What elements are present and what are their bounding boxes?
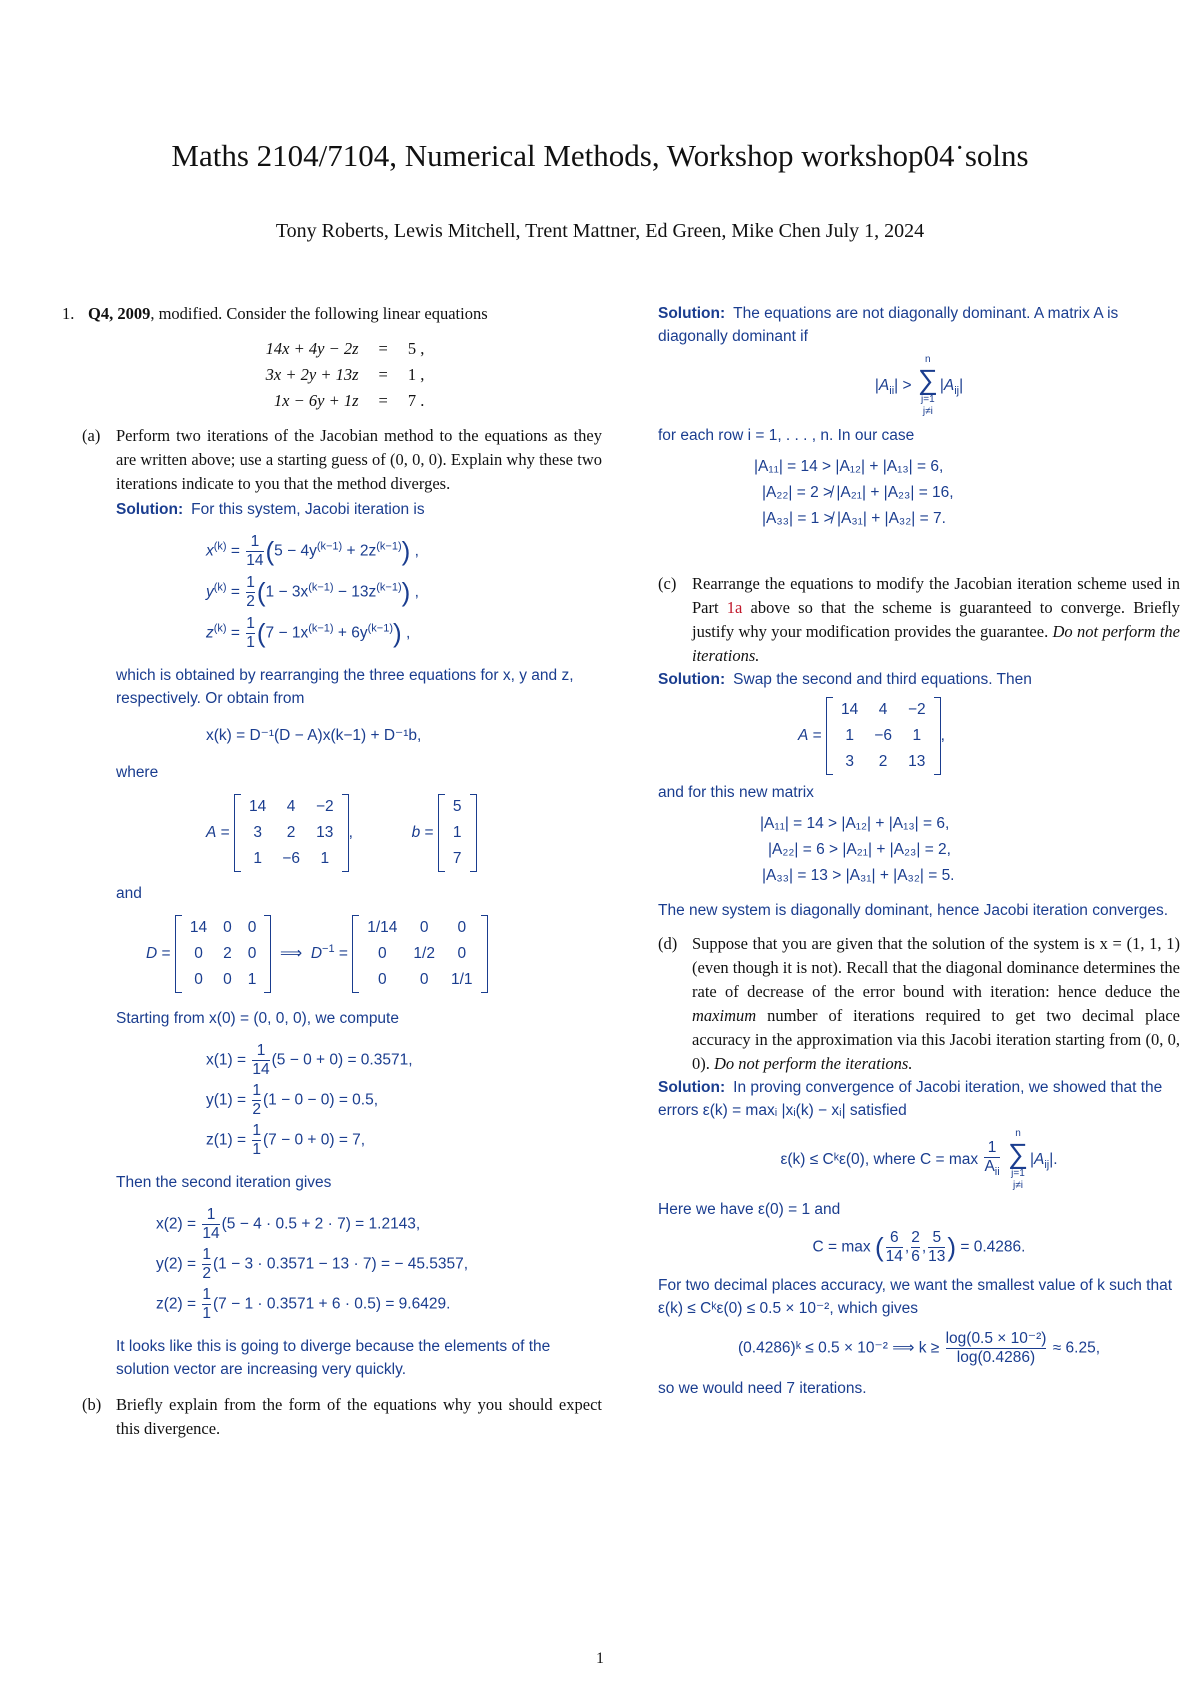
part-b-solution <box>658 302 1180 530</box>
matrix-cell: 14 <box>249 798 267 815</box>
jacobi-lhs: z <box>206 624 214 642</box>
jacobi-end: , <box>410 542 419 560</box>
part-c <box>658 572 1180 668</box>
iteration-body: (1 − 3 · 0.3571 − 13 · 7) = − 45.5357, <box>213 1255 469 1273</box>
matrix-A-swapped: A = 14 4 −2 1 −6 1 3 2 13 , <box>798 697 1180 775</box>
matrix-cell: 13 <box>316 824 334 841</box>
dominance-row: |A₃₃| = 1 ≯ |A₃₁| + |A₃₂| = 7. <box>762 510 946 527</box>
matrix-cell: 0 <box>247 919 257 936</box>
frac-den: 13 <box>928 1248 946 1265</box>
iteration-coef: 1 <box>252 1141 261 1158</box>
iteration-coef: 1 <box>202 1305 211 1322</box>
question-reference: Q4, 2009 <box>88 304 151 323</box>
matrix-cell: 1/2 <box>413 945 435 962</box>
part-d-emphasis: maximum <box>692 1006 757 1025</box>
matrix-row <box>241 846 342 872</box>
question-intro: , modified. Consider the following linear equations <box>150 304 488 323</box>
equation-lhs: 1x − 6y + 1z <box>273 391 359 410</box>
solution-label: Solution: <box>658 305 726 322</box>
left-column <box>62 302 602 1441</box>
dominance-check-rows <box>754 455 1180 530</box>
iteration-lhs: y(1) = <box>206 1091 247 1109</box>
inequality-lhs: (0.4286)ᵏ ≤ 0.5 × 10⁻² ⟹ k ≥ <box>737 1339 940 1357</box>
matrix-A-new <box>826 697 941 775</box>
matrix-cell: 0 <box>194 945 203 962</box>
part-reference-link[interactable]: 1a <box>726 598 743 617</box>
document-authors: Tony Roberts, Lewis Mitchell, Trent Mattner, Ed Green, Mike Chen July 1, 2024 <box>275 220 925 242</box>
rearrange-text: which is obtained by rearranging the three equations for x, y and z, respectively. Or obtain from <box>116 667 574 707</box>
solution-label: Solution: <box>658 671 726 688</box>
part-c-solution <box>658 668 1180 922</box>
jacobi-lhs: x <box>206 542 214 560</box>
matrix-D: D = 14 0 0 0 2 0 0 0 1 ⟹ $D^{-1}$ = 1/14 0 0 0 1/2 0 0 0 1/1 <box>146 915 602 993</box>
part-label: (a) <box>82 426 101 445</box>
matrix-cell: −6 <box>874 727 892 744</box>
equation-rhs: 5 , <box>407 339 425 358</box>
solution-label: Solution: <box>658 1079 726 1096</box>
part-label: (b) <box>82 1395 102 1414</box>
matrix-A <box>234 794 349 872</box>
jacobi-row: $x^{(k)}$ = $\frac{1}{14}$ $(5 - 4y^{(k-1)} + 2z^{(k-1)})$ , <box>206 533 419 569</box>
matrix-cell: −2 <box>907 701 926 718</box>
matrix-row <box>359 967 480 993</box>
iteration-coef: 2 <box>202 1265 211 1282</box>
matrix-cell: −2 <box>315 798 334 815</box>
error-bound-equation: ε(k) ≤ Cᵏε(0), where C = max $\frac{1}{A_{ii}}$ n ∑ j=1 j≠i $|A_{ij}|$. <box>780 1128 1058 1191</box>
equation-equals: = <box>378 391 388 410</box>
part-d <box>658 932 1180 1076</box>
solution-text: In proving convergence of Jacobi iteration, we showed that the errors ε(k) = maxᵢ |xᵢ(k) − xᵢ| satisfied <box>658 1079 1163 1119</box>
diagonal-dominance-condition: $|A_{ii}|$ > n ∑ j=1 j≠i $|A_{ij}|$ <box>874 354 964 417</box>
jacobi-body: 7 − 1x <box>265 624 309 642</box>
iteration-lhs: z(2) = <box>156 1295 197 1313</box>
equation-lhs: 3x + 2y + 13z <box>265 365 359 384</box>
jacobi-mid: − 13z <box>333 583 377 601</box>
question-1 <box>62 302 602 414</box>
part-c-note: Do not perform the iterations. <box>692 622 1181 665</box>
matrix-cell: 1 <box>912 727 922 744</box>
dominance-row: |A₂₂| = 2 ≯ |A₂₁| + |A₂₃| = 16, <box>762 484 954 501</box>
matrix-row <box>182 967 265 993</box>
here-text: Here we have ε(0) = 1 and <box>658 1201 841 1218</box>
iteration-row: z(1) = $\frac{1}{1}$ (7 − 0 + 0) = 7, <box>206 1122 366 1158</box>
iteration-lhs: x(1) = <box>206 1051 247 1069</box>
part-d-text-post: number of iterations required to get two decimal place accuracy in the approximation via this Jacobi iteration starting from (0, 0, 0). <box>692 1006 1180 1073</box>
iteration-coef: 14 <box>202 1225 220 1242</box>
jacobi-end: , <box>410 583 419 601</box>
jacobi-iteration <box>206 533 602 652</box>
iteration-lhs: z(1) = <box>206 1131 247 1149</box>
matrix-row <box>241 794 342 820</box>
frac-den: 14 <box>885 1248 903 1265</box>
page-number: 1 <box>596 1650 604 1667</box>
dominance-check-rows-new <box>760 812 1180 887</box>
matrix-row <box>445 846 470 872</box>
matrix-cell: 1 <box>253 850 262 867</box>
matrix-cell: 7 <box>452 850 462 867</box>
vector-b <box>438 794 477 872</box>
dominance-row: |A₃₃| = 13 > |A₃₁| + |A₃₂| = 5. <box>762 867 955 884</box>
part-d-note: Do not perform the iterations. <box>714 1054 913 1073</box>
solution-text: The equations are not diagonally dominant. A matrix A is diagonally dominant if <box>658 305 1119 345</box>
matrix-row <box>833 697 934 723</box>
matrix-cell: 0 <box>223 971 232 988</box>
part-a <box>62 424 602 496</box>
second-iteration-text: Then the second iteration gives <box>116 1174 332 1191</box>
first-iteration <box>206 1042 602 1159</box>
new-matrix-text: and for this new matrix <box>658 784 814 801</box>
matrix-row <box>182 941 265 967</box>
iteration-coef: 14 <box>252 1061 270 1078</box>
matrix-cell: 4 <box>286 798 296 815</box>
part-a-solution <box>116 498 602 1381</box>
frac-num: 5 <box>932 1229 942 1246</box>
frac-den: 6 <box>911 1248 920 1265</box>
iteration-row: x(1) = $\frac{1}{14}$ (5 − 0 + 0) = 0.3571, <box>206 1042 413 1078</box>
part-b <box>62 1393 602 1441</box>
jacobi-row: $z^{(k)}$ = $\frac{1}{1}$ $(7 - 1x^{(k-1)} + 6y^{(k-1)})$ , <box>206 615 411 651</box>
inequality-value: ≈ 6.25, <box>1052 1339 1101 1357</box>
dominance-row: |A₁₁| = 14 > |A₁₂| + |A₁₃| = 6, <box>754 458 944 475</box>
part-label: (c) <box>658 574 677 593</box>
iteration-row: y(1) = $\frac{1}{2}$ (1 − 0 − 0) = 0.5, <box>206 1082 379 1118</box>
jacobi-body: 5 − 4y <box>274 542 317 560</box>
conclusion-text: The new system is diagonally dominant, hence Jacobi iteration converges. <box>658 902 1169 919</box>
iteration-row: x(2) = $\frac{1}{14}$ (5 − 4 · 0.5 + 2 · 7) = 1.2143, <box>156 1206 421 1242</box>
iteration-lhs: x(2) = <box>156 1215 197 1233</box>
iteration-row: y(2) = $\frac{1}{2}$ (1 − 3 · 0.3571 − 13 · 7) = − 45.5357, <box>156 1246 469 1282</box>
right-column <box>658 302 1180 1400</box>
jacobi-coef: 1 <box>246 634 255 651</box>
start-text: Starting from x(0) = (0, 0, 0), we compute <box>116 1010 399 1027</box>
matrix-D-inverse <box>352 915 487 993</box>
and-text: and <box>116 885 142 902</box>
matrix-cell: 3 <box>253 824 262 841</box>
iteration-coef: 2 <box>252 1101 261 1118</box>
dominance-row: |A₁₁| = 14 > |A₁₂| + |A₁₃| = 6, <box>760 815 950 832</box>
second-iteration <box>156 1206 602 1323</box>
iteration-row: z(2) = $\frac{1}{1}$ (7 − 1 · 0.3571 + 6 · 0.5) = 9.6429. <box>156 1286 451 1322</box>
matrix-row <box>359 915 480 941</box>
matrix-cell: 1/1 <box>450 971 473 988</box>
linear-equations <box>260 336 431 414</box>
part-c-text-post: above so that the scheme is guaranteed to converge. Briefly justify why your modification provides the guarantee. <box>692 598 1180 641</box>
equation-equals: = <box>378 365 388 384</box>
matrix-cell: 14 <box>841 701 859 718</box>
equation-equals: = <box>378 339 388 358</box>
matrix-row <box>241 820 342 846</box>
matrix-row <box>445 794 470 820</box>
iteration-lhs: y(2) = <box>156 1255 197 1273</box>
inequality-numerator: log(0.5 × 10⁻²) <box>945 1330 1047 1347</box>
matrix-cell: 3 <box>845 753 854 770</box>
matrix-cell: 2 <box>878 753 888 770</box>
matrix-cell: 1 <box>320 850 330 867</box>
frac-num: 2 <box>911 1229 920 1246</box>
matrix-row <box>833 749 934 775</box>
matrix-cell: 0 <box>419 971 429 988</box>
equation-row <box>260 336 431 362</box>
jacobi-coef: 2 <box>246 593 255 610</box>
matrix-row <box>445 820 470 846</box>
document-title: Maths 2104/7104, Numerical Methods, Workshop workshop04˙solns <box>171 138 1029 173</box>
iteration-inequality <box>658 1330 1180 1367</box>
matrix-cell: 0 <box>378 971 387 988</box>
matrix-cell: 0 <box>194 971 203 988</box>
part-d-solution <box>658 1076 1180 1400</box>
matrix-cell: 1 <box>452 824 462 841</box>
condition-text: for each row i = 1, . . . , n. In our case <box>658 427 915 444</box>
matrix-cell: 0 <box>419 919 429 936</box>
question-number: 1. <box>62 304 75 323</box>
error-bound-lhs: ε(k) ≤ Cᵏε(0), where C = max <box>780 1151 979 1169</box>
matrix-cell: 14 <box>189 919 208 936</box>
matrix-cell: 2 <box>223 945 232 962</box>
solution-text: Swap the second and third equations. Then <box>733 671 1032 688</box>
matrix-row <box>359 941 480 967</box>
matrix-cell: 1/14 <box>367 919 398 936</box>
matrix-D-values <box>175 915 272 993</box>
part-d-text-pre: Suppose that you are given that the solution of the system is x = (1, 1, 1) (even though it is not). Recall that the diagonal dominance determines the rate of decrease of the error bound with iteration: hence deduce the <box>692 934 1180 1001</box>
C-lhs: C = max <box>812 1238 871 1256</box>
matrix-cell: −6 <box>282 850 300 867</box>
jacobi-row: $y^{(k)}$ = $\frac{1}{2}$ $(1 - 3x^{(k-1)} - 13z^{(k-1)})$ , <box>206 574 419 610</box>
matrix-cell: 1 <box>845 727 854 744</box>
matrix-cell: 13 <box>908 753 926 770</box>
matrix-cell: 4 <box>878 701 888 718</box>
equation-row <box>260 388 431 414</box>
matrix-cell: 5 <box>452 798 462 815</box>
jacobi-mid: + 2z <box>342 542 377 560</box>
matrix-form-equation: x(k) = D⁻¹(D − A)x(k−1) + D⁻¹b, <box>206 727 422 744</box>
matrix-cell: 1 <box>247 971 257 988</box>
equation-lhs: 14x + 4y − 2z <box>265 339 359 358</box>
part-label: (d) <box>658 934 678 953</box>
matrix-cell: 0 <box>247 945 257 962</box>
matrix-A-b: A = 14 4 −2 3 2 13 1 −6 1 , b = 5 1 7 <box>206 794 602 872</box>
matrix-row <box>182 915 265 941</box>
jacobi-lhs: y <box>206 583 214 601</box>
matrix-cell: 2 <box>286 824 296 841</box>
C-value: = 0.4286. <box>960 1238 1026 1256</box>
matrix-row <box>833 723 934 749</box>
equation-rhs: 1 , <box>407 365 425 384</box>
inequality-denominator: log(0.4286) <box>946 1348 1047 1367</box>
jacobi-coef: 14 <box>246 552 264 569</box>
iteration-body: (5 − 0 + 0) = 0.3571, <box>271 1051 413 1069</box>
solution-intro: For this system, Jacobi iteration is <box>191 501 425 518</box>
where-text: where <box>116 764 159 781</box>
matrix-cell: 0 <box>457 919 467 936</box>
jacobi-mid: + 6y <box>333 624 368 642</box>
dominance-row: |A₂₂| = 6 > |A₂₁| + |A₂₃| = 2, <box>768 841 951 858</box>
matrix-cell: 0 <box>223 919 232 936</box>
matrix-cell: 0 <box>457 945 467 962</box>
solution-label: Solution: <box>116 501 184 518</box>
part-a-text: Perform two iterations of the Jacobian method to the equations as they are written above; use a starting guess of (0, 0, 0). Explain why these two iterations indicate to you that the method diverges. <box>116 426 602 493</box>
C-equation: C = max ( $\frac{6}{14}$ , $\frac{2}{6}$ , $\frac{5}{13}$ ) = 0.4286. <box>812 1229 1026 1265</box>
part-b-text: Briefly explain from the form of the equations why you should expect this divergence. <box>116 1395 602 1438</box>
iteration-body: (5 − 4 · 0.5 + 2 · 7) = 1.2143, <box>221 1215 421 1233</box>
equation-row <box>260 362 431 388</box>
part-d-text <box>692 932 1180 1076</box>
iteration-body: (7 − 0 + 0) = 7, <box>263 1131 366 1149</box>
part-c-text-pre: Rearrange the equations to modify the Jacobian iteration scheme used in Part <box>692 574 1180 617</box>
diverge-text: It looks like this is going to diverge because the elements of the solution vector are increasing very quickly. <box>116 1338 551 1378</box>
final-answer: so we would need 7 iterations. <box>658 1380 867 1397</box>
frac-num: 6 <box>889 1229 899 1246</box>
iteration-body: (1 − 0 − 0) = 0.5, <box>263 1091 379 1109</box>
part-c-text <box>692 572 1180 668</box>
jacobi-body: 1 − 3x <box>265 583 309 601</box>
equation-rhs: 7 . <box>407 391 425 410</box>
jacobi-end: , <box>401 624 411 642</box>
accuracy-text: For two decimal places accuracy, we want the smallest value of k such that ε(k) ≤ Cᵏε(0) ≤ 0.5 × 10⁻², which gives <box>658 1277 1173 1317</box>
iteration-body: (7 − 1 · 0.3571 + 6 · 0.5) = 9.6429. <box>213 1295 451 1313</box>
matrix-cell: 0 <box>378 945 387 962</box>
